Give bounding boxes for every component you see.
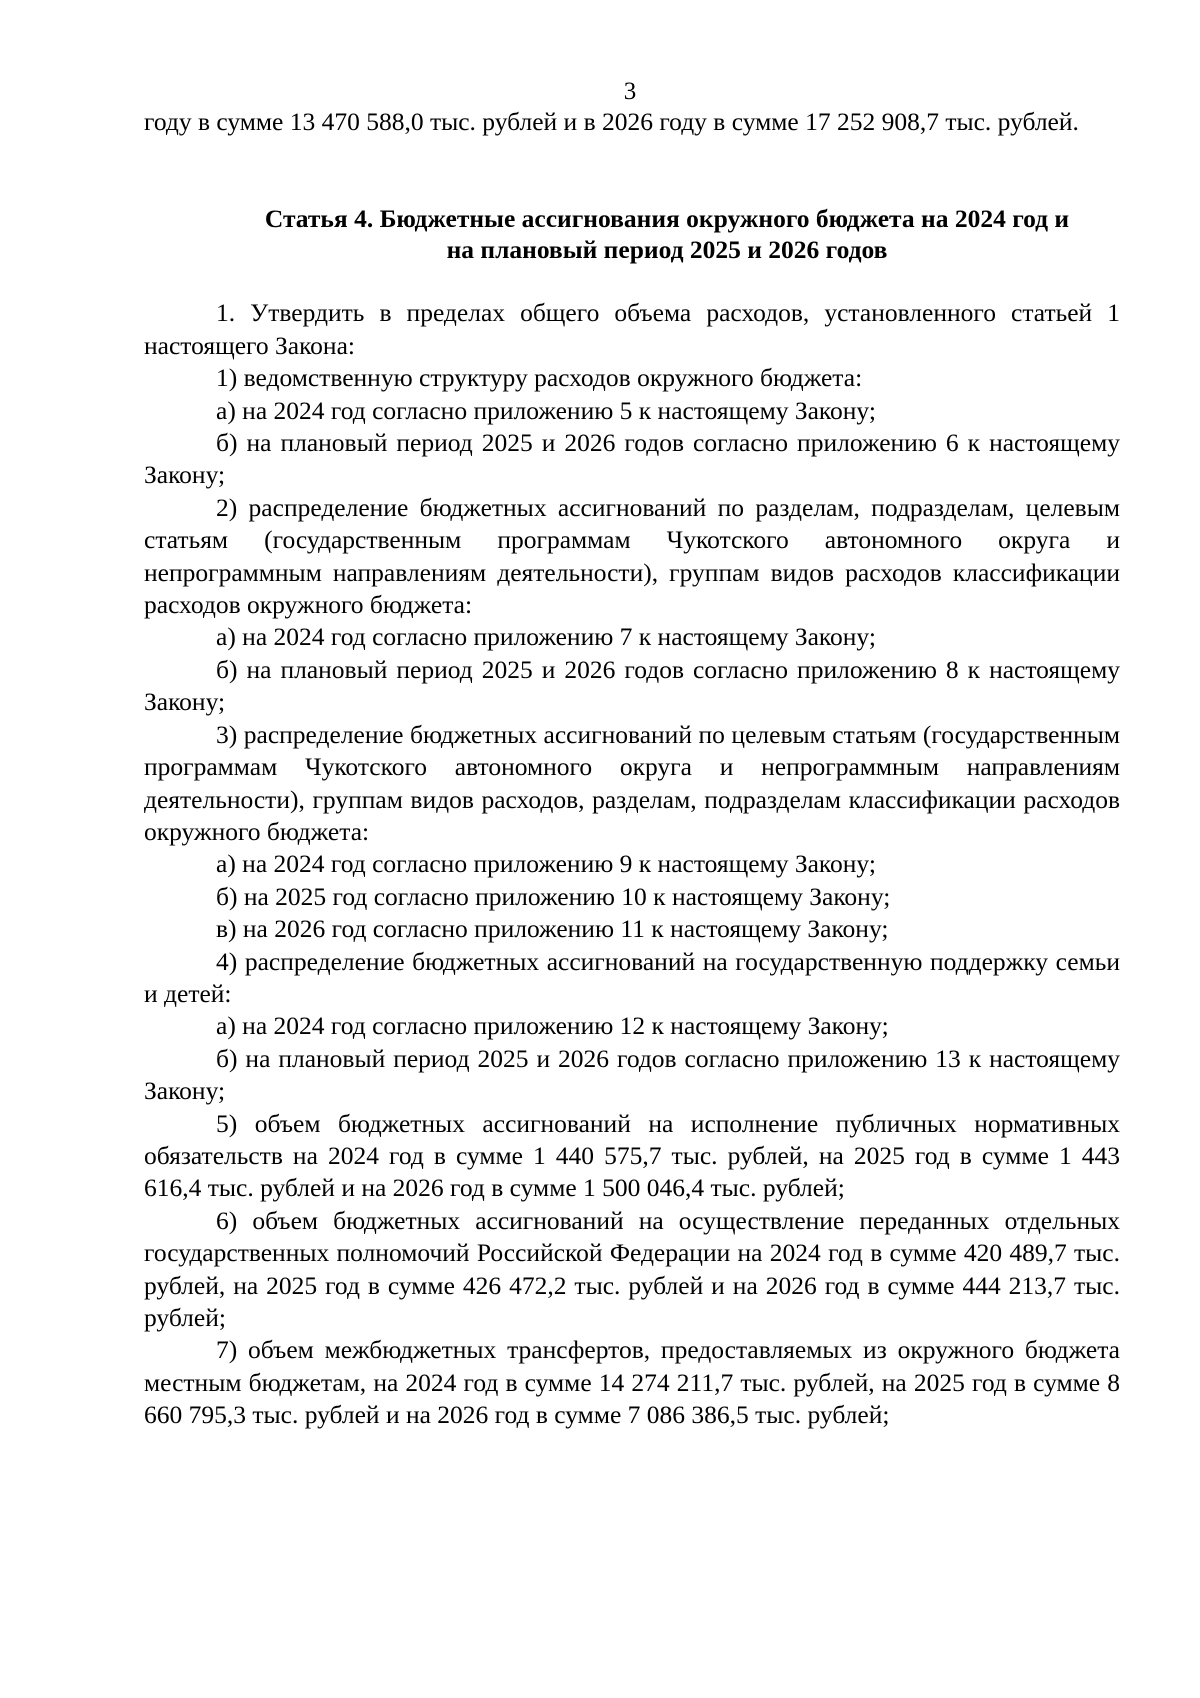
paragraph-item-2b: б) на плановый период 2025 и 2026 годов согласно приложению 8 к настоящему Закону; (144, 654, 1120, 717)
paragraph-item-3: 3) распределение бюджетных ассигнований по целевым статьям (государственным программам Чукотского автономного округа и непрограммным направлениям деятельности), группам видов расходов, разделам, подразделам классификации расходов окружного бюджета: (144, 719, 1120, 846)
paragraph-item-3a: а) на 2024 год согласно приложению 9 к настоящему Закону; (216, 849, 876, 879)
paragraph-clause-1: 1. Утвердить в пределах общего объема расходов, установленного статьей 1 настоящего Закона: (144, 298, 1120, 360)
paragraph-item-4b: б) на плановый период 2025 и 2026 годов согласно приложению 13 к настоящему Закону; (144, 1043, 1120, 1106)
paragraph-item-4a: а) на 2024 год согласно приложению 12 к настоящему Закону; (216, 1011, 889, 1041)
document-body (144, 106, 1120, 1432)
paragraph-item-4: 4) распределение бюджетных ассигнований на государственную поддержку семьи и детей: (144, 946, 1120, 1008)
paragraph-item-1b: б) на плановый период 2025 и 2026 годов согласно приложению 6 к настоящему Закону; (144, 428, 1120, 490)
paragraph-item-5: 5) объем бюджетных ассигнований на исполнение публичных нормативных обязательств на 2024 год в сумме 1 440 575,7 тыс. рублей, на 2025 год в сумме 1 443 616,4 тыс. рублей и на 2026 год в сумме 1 500 046,4 тыс. рублей; (144, 1108, 1120, 1203)
paragraph-item-6: 6) объем бюджетных ассигнований на осуществление переданных отдельных государственных полномочий Российской Федерации на 2024 год в сумме 420 489,7 тыс. рублей, на 2025 год в сумме 426 472,2 тыс. рублей и на 2026 год в сумме 444 213,7 тыс. рублей; (144, 1205, 1120, 1332)
page-number: 3 (623, 78, 637, 105)
article-heading-line-2: на плановый период 2025 и 2026 годов (446, 235, 888, 265)
article-heading (144, 203, 1120, 265)
article-heading-line-1: Статья 4. Бюджетные ассигнования окружного бюджета на 2024 год и (264, 204, 1070, 234)
paragraph-item-1: 1) ведомственную структуру расходов окружного бюджета: (216, 363, 863, 393)
continuation-paragraph: году в сумме 13 470 588,0 тыс. рублей и в 2026 году в сумме 17 252 908,7 тыс. рублей. (144, 107, 1079, 136)
paragraph-item-7: 7) объем межбюджетных трансфертов, предоставляемых из окружного бюджета местным бюджетам, на 2024 год в сумме 14 274 211,7 тыс. рублей, на 2025 год в сумме 8 660 795,3 тыс. рублей и на 2026 год в сумме 7 086 386,5 тыс. рублей; (144, 1335, 1120, 1430)
paragraph-item-2: 2) распределение бюджетных ассигнований по разделам, подразделам, целевым статьям (государственным программам Чукотского автономного округа и непрограммным направлениям деятельности), группам видов расходов классификации расходов окружного бюджета: (144, 492, 1120, 620)
paragraph-item-1a: а) на 2024 год согласно приложению 5 к настоящему Закону; (216, 395, 876, 425)
paragraph-item-3b: б) на 2025 год согласно приложению 10 к настоящему Закону; (216, 881, 891, 911)
spacer (144, 265, 1120, 297)
paragraph-item-2a: а) на 2024 год согласно приложению 7 к настоящему Закону; (216, 622, 876, 652)
paragraph-item-3c: в) на 2026 год согласно приложению 11 к настоящему Закону; (216, 914, 889, 944)
